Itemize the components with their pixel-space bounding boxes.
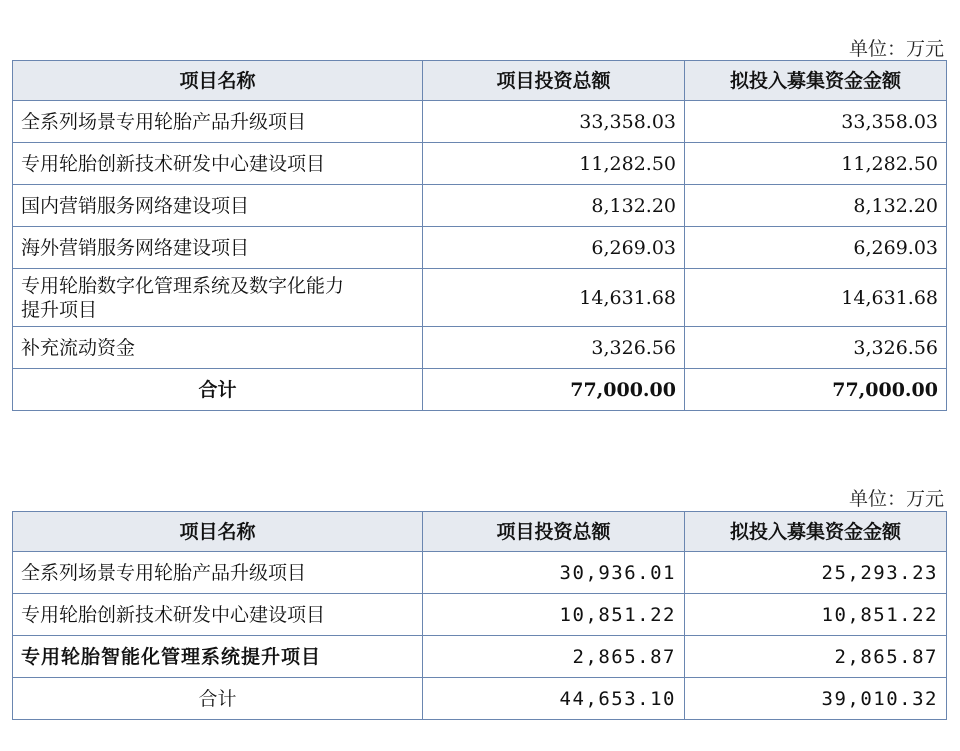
table-row — [13, 552, 947, 594]
header-raised-amount: 拟投入募集资金金额 — [685, 512, 947, 552]
unit-label-1: 单位：万元 — [848, 38, 944, 60]
raised-amount: 3,326.56 — [685, 327, 947, 369]
raised-amount: 10,851.22 — [685, 594, 947, 636]
project-name-line-1: 专用轮胎数字化管理系统及数字化能力 — [21, 274, 345, 297]
raised-amount: 6,269.03 — [685, 227, 947, 269]
total-label: 合计 — [13, 369, 423, 411]
raised-amount: 33,358.03 — [685, 101, 947, 143]
investment-total: 6,269.03 — [423, 227, 685, 269]
raised-amount: 25,293.23 — [685, 552, 947, 594]
project-name: 海外营销服务网络建设项目 — [13, 227, 423, 269]
table-row — [13, 327, 947, 369]
investment-total: 2,865.87 — [423, 636, 685, 678]
project-name-line-2: 提升项目 — [21, 298, 98, 321]
raised-amount: 2,865.87 — [685, 636, 947, 678]
investment-table-2 — [12, 511, 947, 720]
total-raised: 77,000.00 — [685, 369, 947, 411]
table-header-row — [13, 61, 947, 101]
investment-total: 3,326.56 — [423, 327, 685, 369]
investment-total: 11,282.50 — [423, 143, 685, 185]
table-row — [13, 143, 947, 185]
unit-label-2: 单位：万元 — [848, 488, 944, 510]
table-row — [13, 185, 947, 227]
project-name: 专用轮胎创新技术研发中心建设项目 — [13, 143, 423, 185]
investment-total: 10,851.22 — [423, 594, 685, 636]
total-row — [13, 369, 947, 411]
investment-table-1 — [12, 60, 947, 411]
project-name: 专用轮胎创新技术研发中心建设项目 — [13, 594, 423, 636]
header-raised-amount: 拟投入募集资金金额 — [685, 61, 947, 101]
header-investment-total: 项目投资总额 — [423, 61, 685, 101]
project-name: 全系列场景专用轮胎产品升级项目 — [13, 101, 423, 143]
table-row — [13, 594, 947, 636]
project-name: 全系列场景专用轮胎产品升级项目 — [13, 552, 423, 594]
total-raised: 39,010.32 — [685, 678, 947, 720]
investment-total: 14,631.68 — [423, 269, 685, 327]
table-row — [13, 269, 947, 327]
project-name: 专用轮胎智能化管理系统提升项目 — [13, 636, 423, 678]
project-name: 国内营销服务网络建设项目 — [13, 185, 423, 227]
header-project-name: 项目名称 — [13, 61, 423, 101]
header-investment-total: 项目投资总额 — [423, 512, 685, 552]
investment-total: 8,132.20 — [423, 185, 685, 227]
raised-amount: 14,631.68 — [685, 269, 947, 327]
table-row — [13, 227, 947, 269]
total-investment: 44,653.10 — [423, 678, 685, 720]
raised-amount: 11,282.50 — [685, 143, 947, 185]
table-row — [13, 636, 947, 678]
investment-total: 30,936.01 — [423, 552, 685, 594]
project-name — [13, 269, 423, 327]
total-row — [13, 678, 947, 720]
raised-amount: 8,132.20 — [685, 185, 947, 227]
table-row — [13, 101, 947, 143]
header-project-name: 项目名称 — [13, 512, 423, 552]
project-name: 补充流动资金 — [13, 327, 423, 369]
total-label: 合计 — [13, 678, 423, 720]
total-investment: 77,000.00 — [423, 369, 685, 411]
table-header-row — [13, 512, 947, 552]
investment-total: 33,358.03 — [423, 101, 685, 143]
